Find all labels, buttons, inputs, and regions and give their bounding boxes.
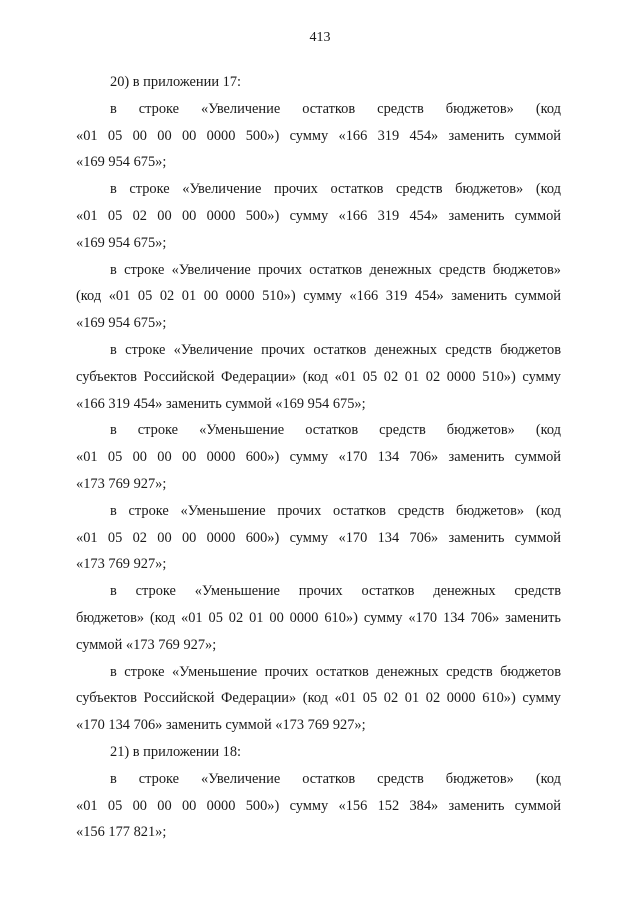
paragraph-line: «01 05 00 00 00 0000 500») сумму «156 152 384» заменить суммой: [76, 797, 561, 814]
paragraph-line: субъектов Российской Федерации» (код «01 05 02 01 02 0000 510») сумму: [76, 368, 561, 385]
page-number: 413: [309, 30, 331, 45]
paragraph-line: «01 05 00 00 00 0000 500») сумму «166 319 454» заменить суммой: [76, 127, 561, 144]
paragraph-line: «173 769 927»;: [76, 556, 167, 573]
paragraph-line: «01 05 02 00 00 0000 500») сумму «166 319 454» заменить суммой: [76, 207, 561, 224]
paragraph-line: в строке «Уменьшение остатков средств бюджетов» (код: [110, 422, 561, 439]
paragraph-line: в строке «Увеличение прочих остатков денежных средств бюджетов: [110, 341, 561, 358]
paragraph-line: «156 177 821»;: [76, 824, 167, 841]
paragraph-line: «169 954 675»;: [76, 154, 167, 171]
amendment-paragraph: [76, 498, 561, 578]
paragraph-line: (код «01 05 02 01 00 0000 510») сумму «166 319 454» заменить суммой: [76, 288, 561, 305]
paragraph-line: в строке «Увеличение прочих остатков средств бюджетов» (код: [110, 181, 561, 198]
amendment-paragraph: [76, 766, 561, 846]
item-heading-21: 21) в приложении 18:: [110, 743, 242, 760]
item-heading-20: 20) в приложении 17:: [110, 74, 242, 90]
paragraph-line: «169 954 675»;: [76, 315, 167, 332]
amendment-paragraph: [76, 96, 561, 176]
paragraph-line: в строке «Уменьшение прочих остатков денежных средств бюджетов: [110, 663, 561, 680]
document-body: [76, 69, 561, 846]
paragraph-line: в строке «Увеличение остатков средств бюджетов» (код: [110, 770, 561, 787]
amendment-paragraph: [76, 176, 561, 256]
paragraph-line: в строке «Уменьшение прочих остатков средств бюджетов» (код: [110, 502, 561, 519]
paragraph-line: «169 954 675»;: [76, 234, 167, 251]
amendment-paragraph: [76, 659, 561, 739]
paragraph-line: «01 05 02 00 00 0000 600») сумму «170 134 706» заменить суммой: [76, 529, 561, 546]
paragraph-line: в строке «Увеличение прочих остатков денежных средств бюджетов»: [110, 261, 561, 278]
paragraph-line: в строке «Увеличение остатков средств бюджетов» (код: [110, 100, 561, 117]
amendment-paragraph: [76, 337, 561, 417]
paragraph-line: «01 05 00 00 00 0000 600») сумму «170 134 706» заменить суммой: [76, 449, 561, 466]
paragraph-line: «166 319 454» заменить суммой «169 954 675»;: [76, 395, 366, 412]
paragraph-line: в строке «Уменьшение прочих остатков денежных средств: [110, 583, 561, 600]
amendment-paragraph: [76, 578, 561, 658]
paragraph-line: «170 134 706» заменить суммой «173 769 927»;: [76, 717, 366, 734]
amendment-paragraph: [76, 417, 561, 497]
amendment-paragraph: [76, 257, 561, 337]
paragraph-line: суммой «173 769 927»;: [76, 636, 217, 653]
paragraph-line: «173 769 927»;: [76, 475, 167, 492]
paragraph-line: субъектов Российской Федерации» (код «01 05 02 01 02 0000 610») сумму: [76, 690, 561, 707]
paragraph-line: бюджетов» (код «01 05 02 01 00 0000 610») сумму «170 134 706» заменить: [76, 609, 561, 626]
